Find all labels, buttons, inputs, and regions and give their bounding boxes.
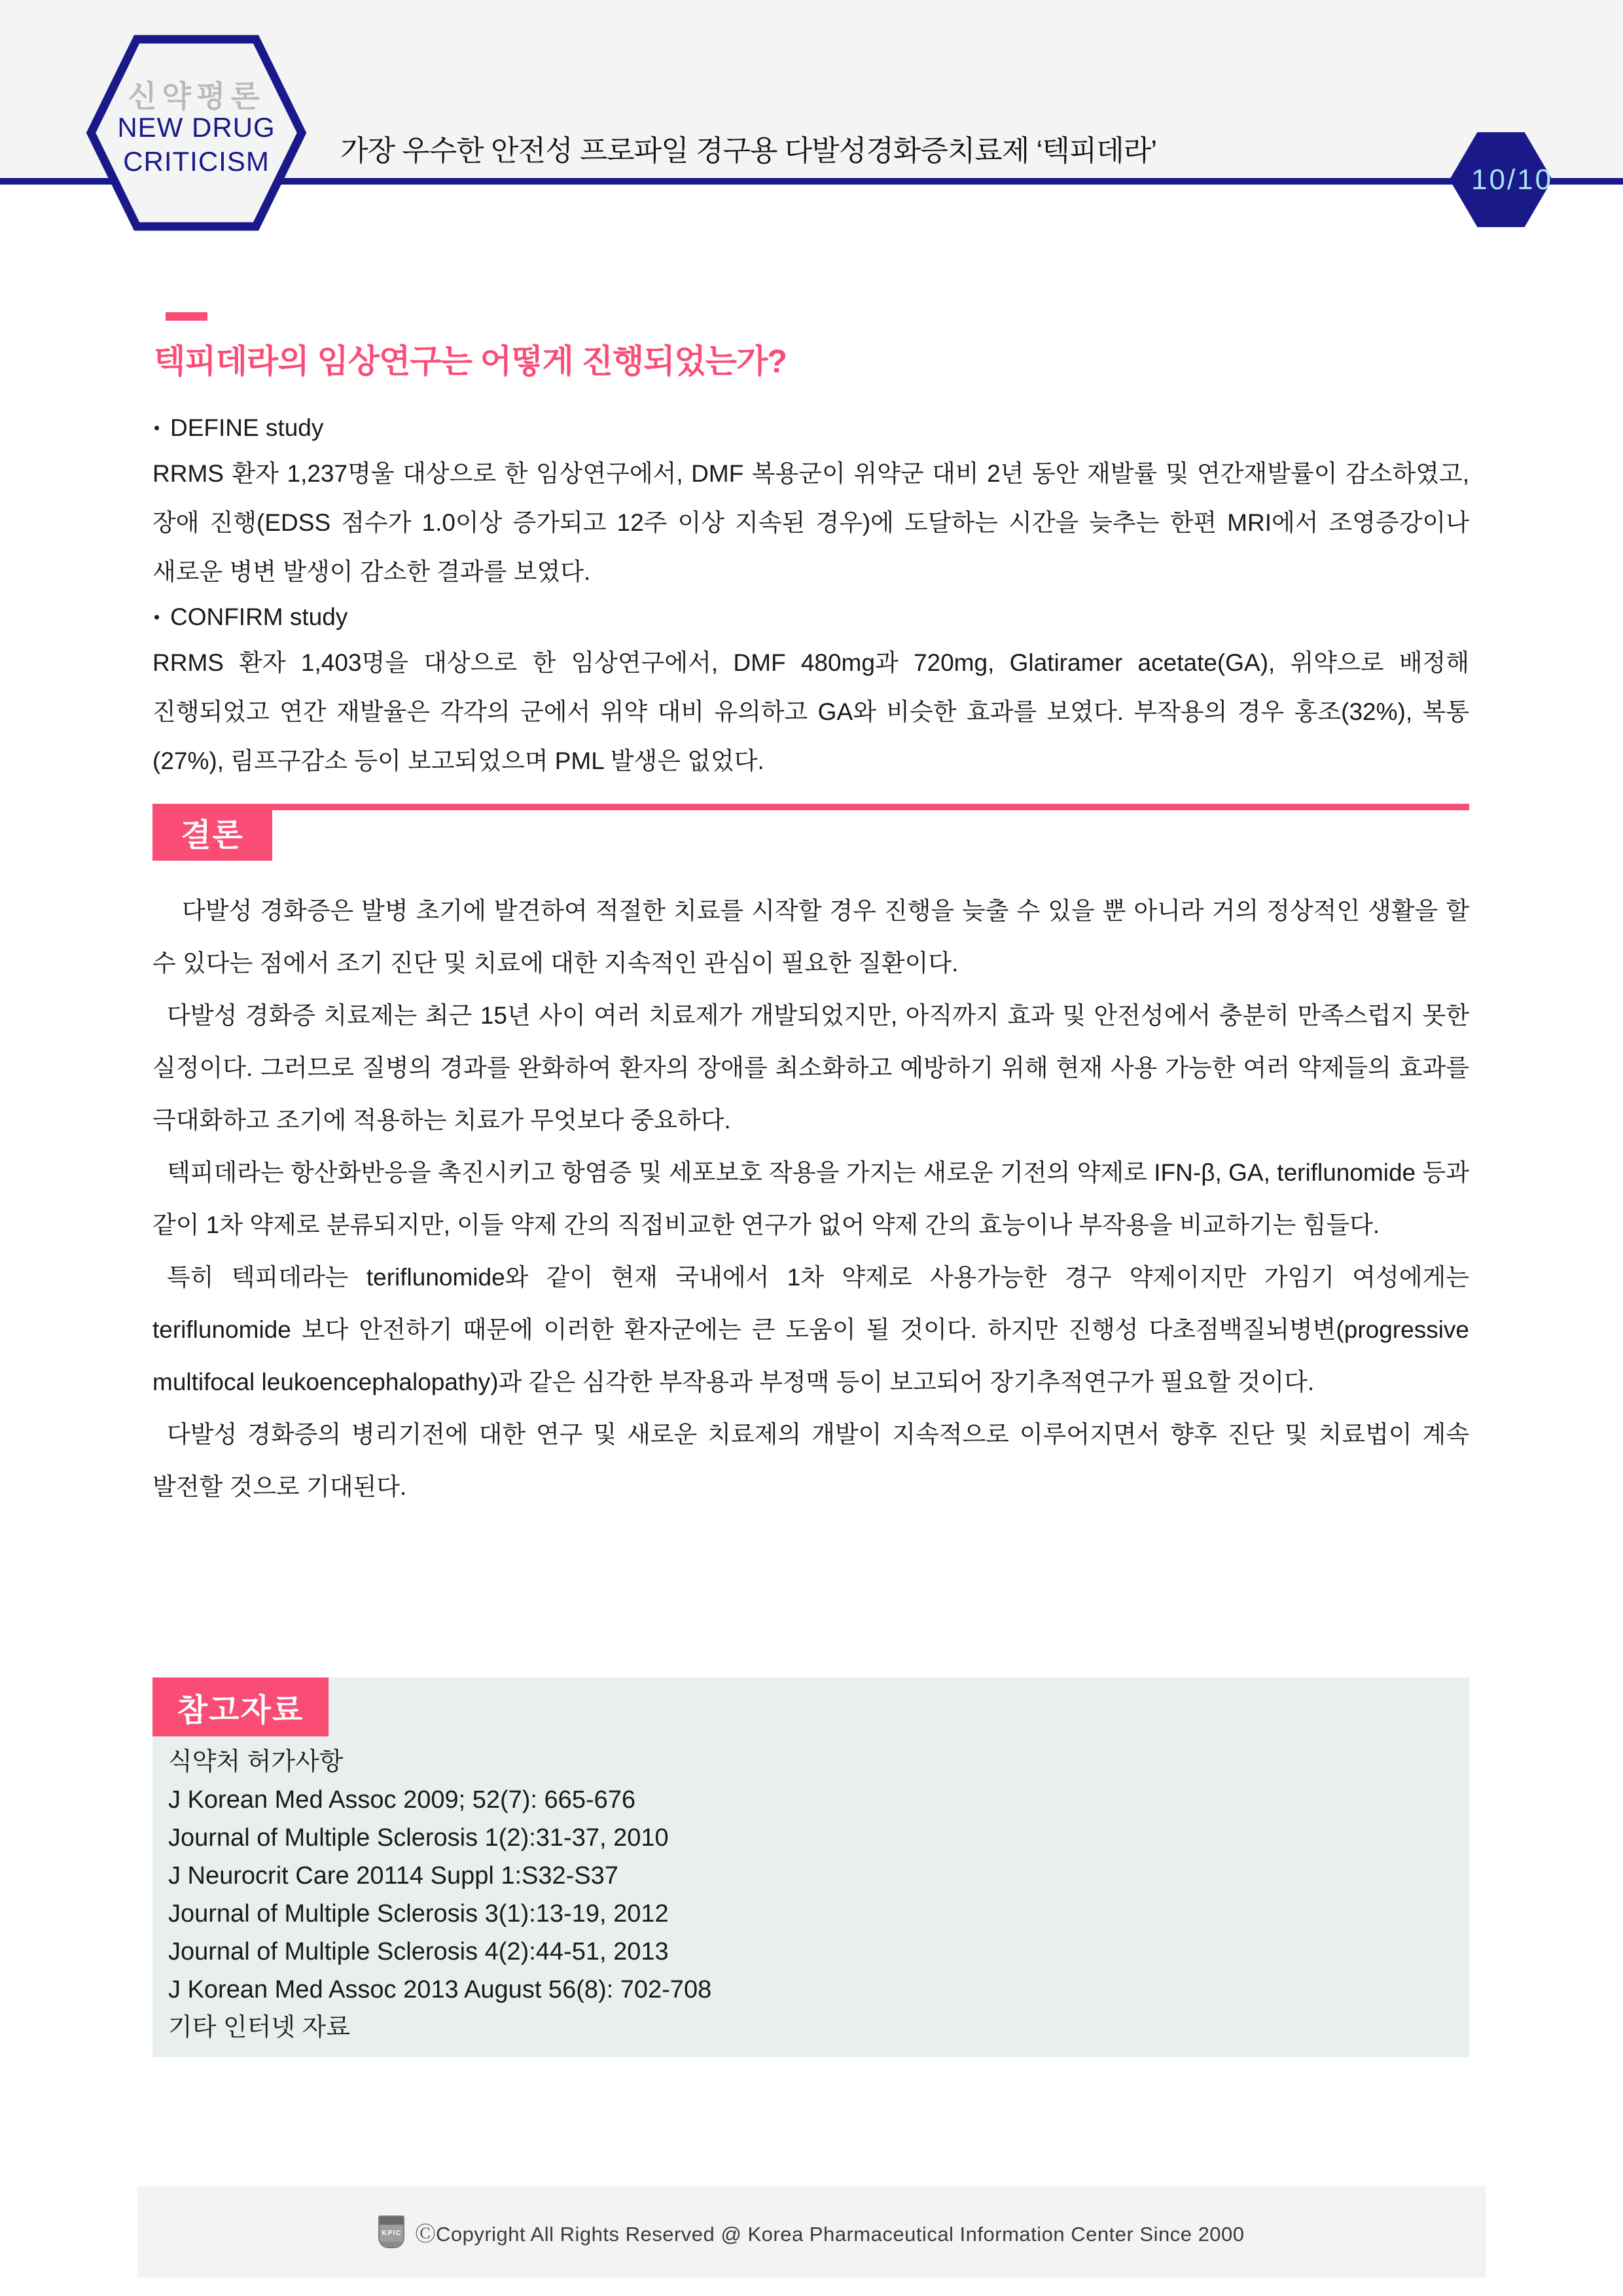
confirm-study-label: CONFIRM study: [169, 603, 348, 630]
references-box: [152, 1677, 1469, 2057]
references-list: [152, 1736, 1469, 2047]
logo-korean-label: 신약평론: [128, 79, 265, 113]
reference-item: 식약처 허가사항: [168, 1748, 344, 1776]
conclusion-rule: [152, 804, 1469, 810]
reference-item: 기타 인터넷 자료: [168, 2014, 351, 2041]
conclusion-body: [152, 885, 1469, 1513]
reference-item: Journal of Multiple Sclerosis 4(2):44-51, 2013: [168, 1938, 669, 1965]
logo-english-line1: NEW DRUG: [117, 112, 276, 143]
reference-item: J Neurocrit Care 20114 Suppl 1:S32-S37: [168, 1862, 618, 1890]
references-label: 참고자료: [152, 1677, 329, 1736]
conclusion-paragraph: 다발성 경화증은 발병 초기에 발견하여 적절한 치료를 시작할 경우 진행을 늦출 수 있을 뿐 아니라 거의 정상적인 생활을 할 수 있다는 점에서 조기 진단 및 치료에 대한 지속적인 관심이 필요한 질환이다.: [152, 897, 1469, 977]
conclusion-header: [152, 804, 1469, 861]
page-footer: [137, 2186, 1486, 2278]
clinical-studies-block: [152, 407, 1469, 785]
reference-item: J Korean Med Assoc 2013 August 56(8): 702-708: [168, 1976, 712, 2003]
section-title: 텍피데라의 임상연구는 어떻게 진행되었는가?: [154, 343, 787, 380]
references-section: [152, 1677, 1469, 2057]
confirm-study-paragraph: RRMS 환자 1,403명을 대상으로 한 임상연구에서, DMF 480mg과 720mg, Glatiramer acetate(GA), 위약으로 배정해 진행되었고 연간 재발율은 각각의 군에서 위약 대비 유의하고 GA와 비슷한 효과를 보였다. 부작용의 경우 홍조(32%), 복통(27%), 림프구감소 등이 보고되었으며 PML 발생은 없었다.: [152, 649, 1469, 774]
kpic-logo-icon: [378, 2215, 404, 2248]
bullet-icon: •: [153, 607, 160, 626]
define-study-label: DEFINE study: [169, 414, 324, 441]
kpic-logo-banner: [380, 2217, 403, 2225]
reference-item: J Korean Med Assoc 2009; 52(7): 665-676: [168, 1786, 636, 1814]
newdrug-criticism-logo: [86, 35, 306, 231]
conclusion-paragraph: 다발성 경화증 치료제는 최근 15년 사이 여러 치료제가 개발되었지만, 아직까지 효과 및 안전성에서 충분히 만족스럽지 못한 실정이다. 그러므로 질병의 경과를 완화하여 환자의 장애를 최소화하고 예방하기 위해 현재 사용 가능한 여러 약제들의 효과를 극대화하고 조기에 적용하는 치료가 무엇보다 중요하다.: [152, 1002, 1469, 1134]
reference-item: Journal of Multiple Sclerosis 1(2):31-37, 2010: [168, 1824, 669, 1852]
reference-item: Journal of Multiple Sclerosis 3(1):13-19, 2012: [168, 1900, 669, 1928]
section-accent-bar: [166, 312, 207, 321]
kpic-logo-base: [380, 2242, 403, 2247]
conclusion-paragraph: 특히 텍피데라는 teriflunomide와 같이 현재 국내에서 1차 약제로 사용가능한 경구 약제이지만 가임기 여성에게는 teriflunomide 보다 안전하기 때문에 이러한 환자군에는 큰 도움이 될 것이다. 하지만 진행성 다초점백질뇌병변(progressive multifocal leukoencephalopathy)과 같은 심각한 부작용과 부정맥 등이 보고되어 장기추적연구가 필요할 것이다.: [152, 1264, 1469, 1395]
confirm-study-heading: [152, 596, 1469, 638]
conclusion-paragraph: 다발성 경화증의 병리기전에 대한 연구 및 새로운 치료제의 개발이 지속적으로 이루어지면서 향후 진단 및 치료법이 계속 발전할 것으로 기대된다.: [152, 1421, 1469, 1500]
kpic-logo-text: KPIC: [380, 2225, 403, 2242]
copyright-text: ⒸCopyright All Rights Reserved @ Korea Pharmaceutical Information Center Since 2000: [415, 2222, 1245, 2246]
define-study-heading: [152, 407, 1469, 449]
document-title: 가장 우수한 안전성 프로파일 경구용 다발성경화증치료제 ‘텍피데라’: [340, 135, 1157, 167]
define-study-paragraph: RRMS 환자 1,237명울 대상으로 한 임상연구에서, DMF 복용군이 위약군 대비 2년 동안 재발률 및 연간재발률이 감소하였고, 장애 진행(EDSS 점수가 1.0이상 증가되고 12주 이상 지속된 경우)에 도달하는 시간을 늦추는 한편 MRI에서 조영증강이나 새로운 병변 발생이 감소한 결과를 보였다.: [152, 460, 1469, 585]
bullet-icon: •: [153, 418, 160, 437]
page-number: 10/10: [1471, 164, 1554, 196]
conclusion-label: 결론: [152, 804, 272, 861]
logo-english-line2: CRITICISM: [123, 146, 270, 177]
conclusion-paragraph: 텍피데라는 항산화반응을 촉진시키고 항염증 및 세포보호 작용을 가지는 새로운 기전의 약제로 IFN-β, GA, teriflunomide 등과 같이 1차 약제로 분류되지만, 이들 약제 간의 직접비교한 연구가 없어 약제 간의 효능이나 부작용을 비교하기는 힘들다.: [152, 1159, 1469, 1238]
